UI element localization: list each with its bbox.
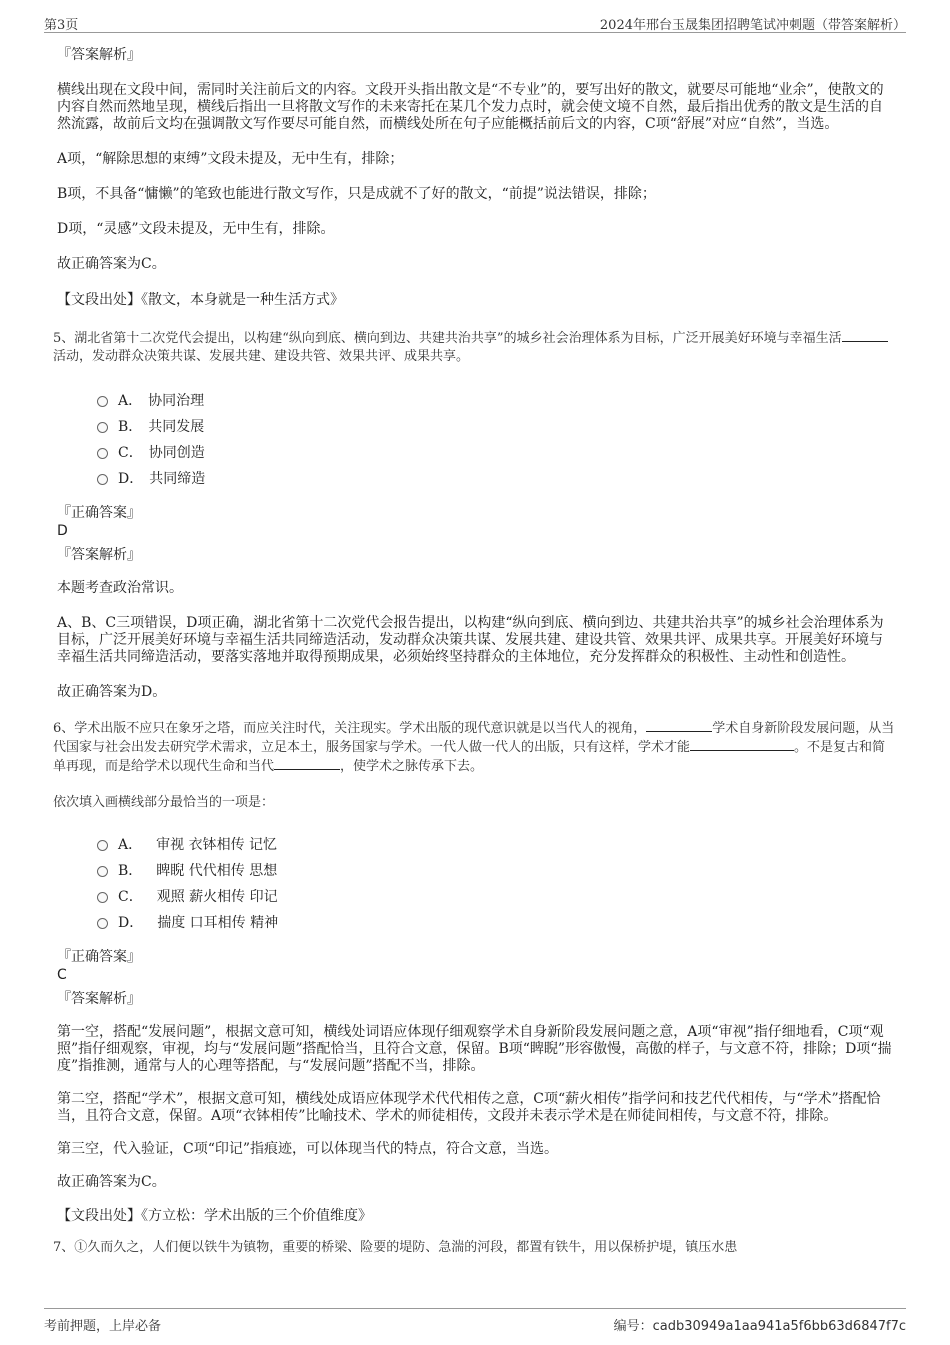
question-6-stem [53,719,895,776]
analysis-paragraph: 横线出现在文段中间，需同时关注前后文的内容。文段开头指出散文是“不专业”的，要写出好的散文，就要尽可能地“业余”，使散文的内容自然而然地呈现，横线后指出一旦将散文写作的未来寄托在某几个发力点时，就会使文境不自然，最后指出优秀的散文是生活的自然流露，故前后文均在强调散文写作要尽可能自然，而横线处所在句子应能概括前后文的内容，C项“舒展”对应“自然”，当选。 [57,82,884,132]
option-b[interactable] [97,414,895,440]
option-letter: B． [118,863,143,879]
document-id-label: 编号： [613,1319,653,1334]
option-letter: D． [118,915,144,931]
fill-blank [646,719,712,732]
radio-button[interactable] [97,840,108,851]
document-title: 2024年邢台玉晟集团招聘笔试冲刺题（带答案解析） [599,18,906,33]
option-a[interactable] [97,388,895,414]
passage-source: 【文段出处】《方立松：学术出版的三个价值维度》 [57,1208,372,1224]
analysis-paragraph: B项，不具备“慵懒”的笔致也能进行散文写作，只是成就不了好的散文，“前提”说法错误，排除； [57,186,656,202]
correct-answer-tag: 『正确答案』 [57,949,141,965]
analysis-paragraph: 第一空，搭配“发展问题”，根据文意可知，横线处词语应体现仔细观察学术自身新阶段发展问题之意，A项“审视”指仔细地看，C项“观照”指仔细观察，审视，均与“发展问题”搭配恰当，且符合文意，保留。B项“睥睨”形容傲慢，高傲的样子，与文意不符，排除；D项“揣度”指推测，通常与人的心理等搭配，与“发展问题”搭配不当，排除。 [57,1024,892,1074]
analysis-paragraph: 第三空，代入验证，C项“印记”指痕迹，可以体现当代的特点，符合文意，当选。 [57,1141,559,1157]
radio-button[interactable] [97,396,108,407]
option-text: 协同创造 [148,445,205,461]
analysis-paragraph: D项，“灵感”文段未提及，无中生有，排除。 [57,221,335,237]
radio-button[interactable] [97,918,108,929]
analysis-paragraph: A、B、C三项错误，D项正确，湖北省第十二次党代会报告提出，以构建“纵向到底、横向到边、共建共治共享”的城乡社会治理体系为目标，广泛开展美好环境与幸福生活共同缔造活动，发动群众决策共谋、发展共建、建设共管、效果共评、成果共享。开展美好环境与幸福生活共同缔造活动，要落实落地并取得预期成果，必须始终坚持群众的主体地位，充分发挥群众的积极性、主动性和创造性。 [57,615,884,665]
radio-button[interactable] [97,892,108,903]
correct-answer: D [57,523,68,539]
page-header [44,12,906,33]
document-id-value: cadb30949a1aa941a5f6bb63d6847f7c [652,1319,906,1334]
question-6-options [97,832,895,936]
option-letter: A． [118,393,143,409]
stem-text: ，使学术之脉传承下去。 [340,759,484,774]
radio-button[interactable] [97,422,108,433]
option-c[interactable] [97,884,895,910]
document-body [53,46,895,1275]
passage-source: 【文段出处】《散文，本身就是一种生活方式》 [57,292,344,308]
question-5-options [97,388,895,492]
stem-text: 活动，发动群众决策共谋、发展共建、建设共管、效果共评、成果共享。 [53,349,470,364]
conclusion: 故正确答案为D。 [57,684,167,700]
stem-text: 6、学术出版不应只在象牙之塔，而应关注时代，关注现实。学术出版的现代意识就是以当代人的视角， [53,721,647,736]
fill-blank [274,757,340,770]
radio-button[interactable] [97,866,108,877]
question-5-stem [53,329,895,366]
document-id [614,1315,906,1334]
analysis-paragraph: A项，“解除思想的束缚”文段未提及，无中生有，排除； [57,151,404,167]
option-a[interactable] [97,832,895,858]
option-letter: C． [118,445,143,461]
analysis-paragraph: 第二空，搭配“学术”，根据文意可知，横线处成语应体现学术代代相传之意，C项“薪火相传”指学问和技艺代代相传，与“学术”搭配恰当，且符合文意，保留。A项“衣钵相传”比喻技术、学术的师徒相传，文段并未表示学术是在师徒间相传，与文意不符，排除。 [57,1091,881,1124]
correct-answer-tag: 『正确答案』 [57,505,141,521]
conclusion: 故正确答案为C。 [57,1174,166,1190]
option-text: 共同发展 [148,419,205,435]
conclusion: 故正确答案为C。 [57,256,166,272]
correct-answer: C [57,967,67,983]
stem-text: 学术自身新阶段发展问题，从当代国家与社会出发去研究学术需求，立足本土，服务国家与学术。一代人做一代人的出版，只有这样，学术才能 [53,721,895,755]
option-text: 观照 薪火相传 印记 [156,889,278,905]
page-number: 第3页 [44,18,79,33]
stem-text: 。不是复古和简单再现，而是给学术以现代生命和当代 [53,740,886,774]
option-text: 审视 衣钵相传 记忆 [156,837,278,853]
option-b[interactable] [97,858,895,884]
analysis-paragraph: 本题考查政治常识。 [57,580,183,596]
analysis-tag: 『答案解析』 [57,47,141,63]
radio-button[interactable] [97,474,108,485]
question-6-prompt: 依次填入画横线部分最恰当的一项是： [53,795,275,810]
fill-blank [690,738,794,751]
option-text: 共同缔造 [149,471,206,487]
option-text: 揣度 口耳相传 精神 [157,915,279,931]
option-c[interactable] [97,440,895,466]
option-letter: C． [118,889,143,905]
option-letter: B． [118,419,143,435]
question-7-stem: 7、①久而久之，人们便以铁牛为镇物，重要的桥梁、险要的堤防、急湍的河段，都置有铁牛，用以保桥护堤，镇压水患 [53,1240,738,1255]
radio-button[interactable] [97,448,108,459]
page-footer [44,1308,906,1337]
footer-slogan: 考前押题，上岸必备 [44,1319,162,1334]
analysis-tag: 『答案解析』 [57,991,141,1007]
option-d[interactable] [97,466,895,492]
analysis-tag: 『答案解析』 [57,547,141,563]
fill-blank [842,329,888,342]
option-letter: D． [118,471,144,487]
stem-text: 5、湖北省第十二次党代会提出，以构建“纵向到底、横向到边、共建共治共享”的城乡社会治理体系为目标，广泛开展美好环境与幸福生活 [53,331,842,346]
option-d[interactable] [97,910,895,936]
option-text: 睥睨 代代相传 思想 [156,863,278,879]
option-text: 协同治理 [148,393,205,409]
option-letter: A． [118,837,143,853]
